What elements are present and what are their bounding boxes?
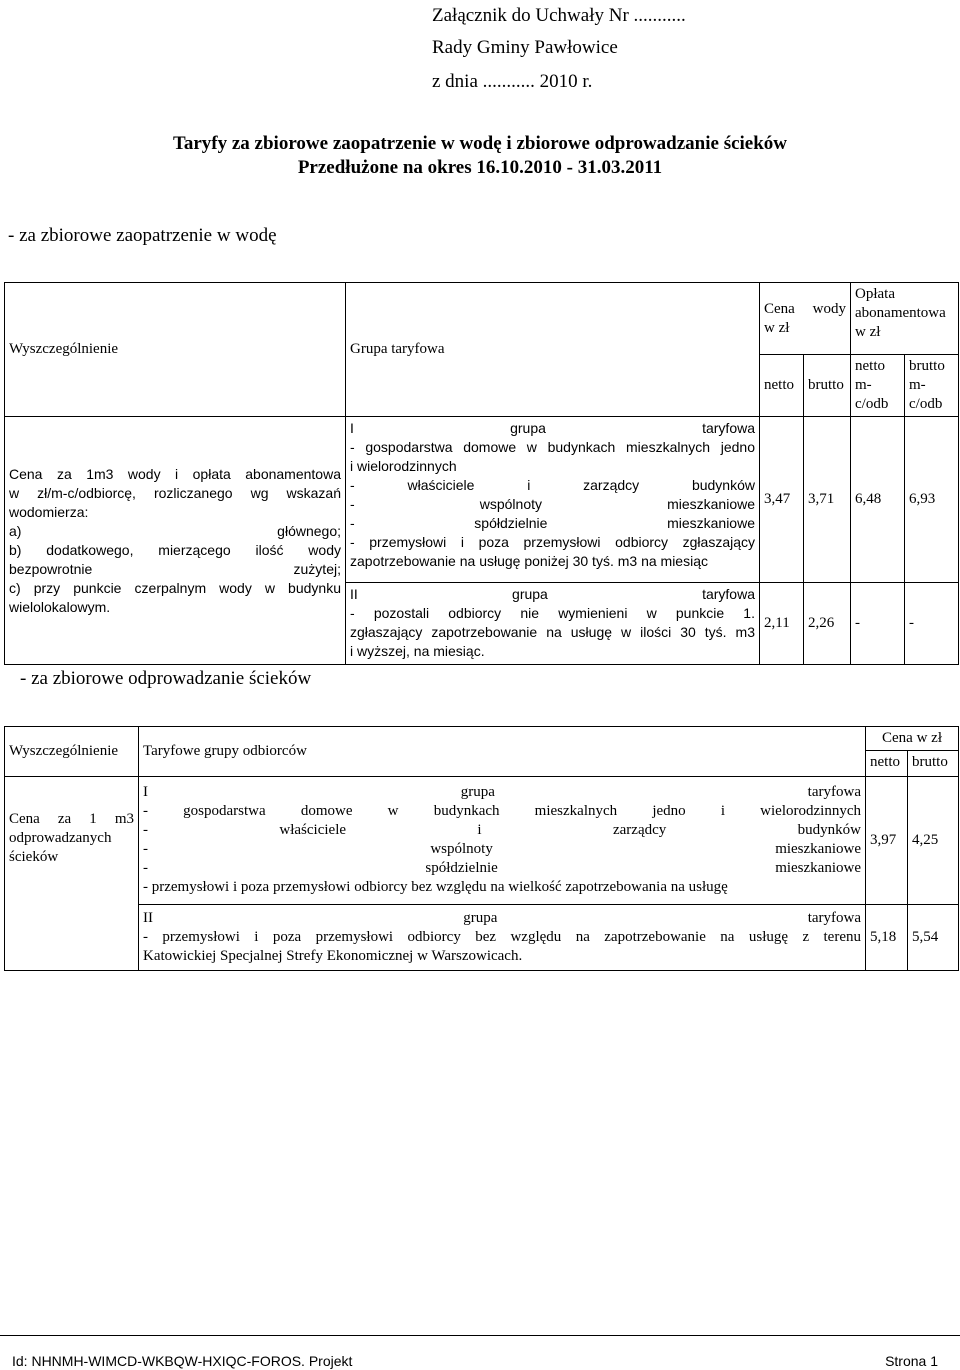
date-line: z dnia ........... 2010 r. <box>432 71 593 92</box>
water-fee-header: Opłata abonamentowa w zł <box>851 283 959 355</box>
page-footer <box>0 1335 960 1370</box>
group-line: - przemysłowi i poza przemysłowi odbiorcy zgłaszający <box>350 534 755 550</box>
group-line: I grupa taryfowa <box>350 420 755 436</box>
group-line: - pozostali odbiorcy nie wymienieni w punkcie 1. <box>350 605 755 621</box>
sewage-spec-header: Wyszczególnienie <box>5 727 139 777</box>
group-line: zapotrzebowanie na usługę poniżej 30 tyś. m3 na miesiąc <box>350 553 708 569</box>
spec-line: wielolokalowym. <box>9 598 111 615</box>
group-line: - właściciele i zarządcy budynków <box>143 822 861 838</box>
sewage-g1-netto: 3,97 <box>866 777 908 905</box>
water-g1-brutto: 3,71 <box>804 417 851 583</box>
spec-line: w zł/m-c/odbiorcę, rozliczanego wg wskazań <box>9 484 341 501</box>
group-line: - przemysłowi i poza przemysłowi odbiorcy bez względu na zapotrzebowanie na usługę z terenu <box>143 929 861 945</box>
group-line: - spółdzielnie mieszkaniowe <box>143 860 861 876</box>
spec-line: b) dodatkowego, mierzącego ilość wody <box>9 541 341 558</box>
sewage-section-title: - za zbiorowe odprowadzanie ścieków <box>20 668 312 689</box>
sewage-group-1 <box>139 777 866 905</box>
group-line: Katowickiej Specjalnej Strefy Ekonomicznej w Warszowicach. <box>143 948 523 964</box>
sewage-tariff-table <box>4 726 959 971</box>
sewage-netto-header: netto <box>866 751 908 777</box>
group-line: zgłaszający zapotrzebowanie na usługę w ilości 30 tyś. m3 <box>350 624 755 640</box>
document-title: Taryfy za zbiorowe zaopatrzenie w wodę i zbiorowe odprowadzanie ścieków <box>172 133 788 154</box>
sewage-group-2 <box>139 905 866 971</box>
water-section-title: - za zbiorowe zaopatrzenie w wodę <box>8 225 277 246</box>
water-g1-fee-netto: 6,48 <box>851 417 905 583</box>
spec-line: wodomierza: <box>9 503 89 520</box>
water-g2-fee-netto: - <box>851 583 905 665</box>
water-fee-brutto-header: brutto m-c/odb <box>905 355 959 417</box>
water-spec-cell <box>5 417 346 665</box>
water-brutto-header: brutto <box>804 355 851 417</box>
sewage-g2-brutto: 5,54 <box>908 905 959 971</box>
spec-line: Cena za 1 m3 <box>9 811 134 827</box>
water-group-1 <box>346 417 760 583</box>
water-spec-header: Wyszczególnienie <box>5 283 346 417</box>
sewage-price-header: Cena w zł <box>866 727 959 751</box>
water-fee-netto-header: netto m-c/odb <box>851 355 905 417</box>
water-netto-header: netto <box>760 355 804 417</box>
group-line: II grupa taryfowa <box>350 586 755 602</box>
group-line: - wspólnoty mieszkaniowe <box>143 841 861 857</box>
group-line: - przemysłowi i poza przemysłowi odbiorcy bez względu na wielkość zapotrzebowania na usługę <box>143 879 728 895</box>
water-tariff-table <box>4 282 959 665</box>
water-price-header: Cena wody w zł <box>760 283 851 355</box>
sewage-g2-netto: 5,18 <box>866 905 908 971</box>
document-id: Id: NHNMH-WIMCD-WKBQW-HXIQC-FOROS. Projekt <box>12 1353 353 1369</box>
page-number: Strona 1 <box>885 1353 938 1369</box>
attachment-line: Załącznik do Uchwały Nr ........... <box>432 5 686 26</box>
water-g2-brutto: 2,26 <box>804 583 851 665</box>
group-line: - gospodarstwa domowe w budynkach mieszkalnych jedno i wielorodzinnych <box>143 803 861 819</box>
group-line: - spółdzielnie mieszkaniowe <box>350 515 755 531</box>
group-line: i wielorodzinnych <box>350 458 457 474</box>
water-g1-netto: 3,47 <box>760 417 804 583</box>
water-g1-fee-brutto: 6,93 <box>905 417 959 583</box>
spec-line: Cena za 1m3 wody i opłata abonamentowa <box>9 465 341 482</box>
council-line: Rady Gminy Pawłowice <box>432 37 618 58</box>
sewage-spec-cell <box>5 777 139 971</box>
spec-line: odprowadzanych <box>9 830 112 846</box>
water-g2-netto: 2,11 <box>760 583 804 665</box>
spec-line: ścieków <box>9 849 59 865</box>
document-period: Przedłużone na okres 16.10.2010 - 31.03.2011 <box>297 157 663 178</box>
spec-line: c) przy punkcie czerpalnym wody w budynku <box>9 579 341 596</box>
water-group-header: Grupa taryfowa <box>346 283 760 417</box>
group-line: II grupa taryfowa <box>143 910 861 926</box>
sewage-g1-brutto: 4,25 <box>908 777 959 905</box>
group-line: i wyższej, na miesiąc. <box>350 643 485 659</box>
group-line: - właściciele i zarządcy budynków <box>350 477 755 493</box>
group-line: I grupa taryfowa <box>143 784 861 800</box>
water-group-2 <box>346 583 760 665</box>
sewage-brutto-header: brutto <box>908 751 959 777</box>
group-line: - gospodarstwa domowe w budynkach mieszkalnych jedno <box>350 439 755 455</box>
spec-line: a) głównego; <box>9 522 341 539</box>
water-g2-fee-brutto: - <box>905 583 959 665</box>
group-line: - wspólnoty mieszkaniowe <box>350 496 755 512</box>
sewage-groups-header: Taryfowe grupy odbiorców <box>139 727 866 777</box>
spec-line: bezpowrotnie zużytej; <box>9 560 341 577</box>
